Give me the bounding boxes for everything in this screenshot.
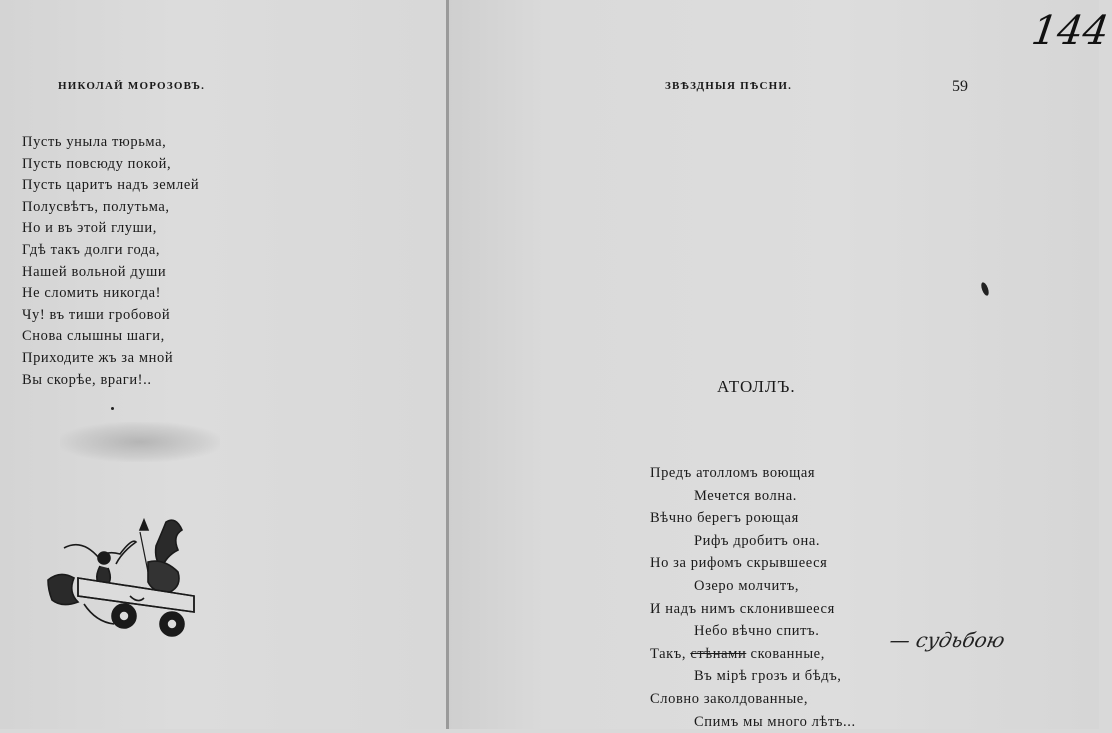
poem-line: Небо вѣчно спитъ. <box>694 623 820 640</box>
poem-title: АТОЛЛЪ. <box>717 377 796 396</box>
poem-line: И надъ нимъ склонившееся <box>650 600 835 617</box>
handwritten-note: — судьбою <box>887 628 1008 652</box>
poem-line: Пусть уныла тюрьма, <box>22 134 167 150</box>
poem-line: Мечется волна. <box>694 487 798 504</box>
ink-speck <box>111 407 114 410</box>
page-number: 59 <box>952 78 968 95</box>
winged-cherub-chariot-ornament-icon <box>44 512 204 640</box>
struck-through-word: стѣнами <box>690 645 747 662</box>
right-poem-stanza <box>650 462 856 733</box>
poem-line: Гдѣ такъ долги года, <box>22 241 161 258</box>
poem-line: Но за рифомъ скрывшееся <box>650 555 828 572</box>
poem-line: Предъ атолломъ воющая <box>650 465 816 481</box>
poem-line: Чу! въ тиши гробовой <box>22 306 171 323</box>
poem-line: Приходите жъ за мной <box>22 349 174 366</box>
poem-line: Словно заколдованные, <box>650 690 809 707</box>
running-head-right: ЗВѢЗДНЫЯ ПѢСНИ. <box>665 80 793 92</box>
poem-line: Не сломить никогда! <box>22 285 162 302</box>
left-poem-stanza <box>22 132 199 391</box>
poem-line: Полусвѣтъ, полутьма, <box>22 198 170 215</box>
poem-line: Озеро молчитъ, <box>694 577 800 594</box>
poem-line: Но и въ этой глуши, <box>22 220 157 237</box>
poem-line: Вѣчно берегъ роющая <box>650 510 799 527</box>
poem-line: Пусть царитъ надъ землей <box>22 177 200 194</box>
book-gutter <box>446 0 449 729</box>
poem-line: Пусть повсюду покой, <box>22 155 172 172</box>
poem-line: Въ мірѣ грозъ и бѣдъ, <box>694 668 842 685</box>
running-head-left: НИКОЛАЙ МОРОЗОВЪ. <box>58 80 206 92</box>
poem-line: Спимъ мы много лѣтъ... <box>694 713 856 730</box>
poem-line: Вы скорѣе, враги!.. <box>22 371 152 388</box>
poem-line-text: Такъ, <box>650 645 691 662</box>
poem-line: Рифъ дробитъ она. <box>694 532 821 549</box>
poem-line <box>650 643 856 666</box>
poem-line: Снова слышны шаги, <box>22 328 165 345</box>
handwritten-archive-number: 144 <box>1028 8 1112 54</box>
poem-line: Нашей вольной души <box>22 263 167 280</box>
ink-smudge <box>60 422 220 462</box>
poem-line-text: скованные, <box>746 645 825 662</box>
